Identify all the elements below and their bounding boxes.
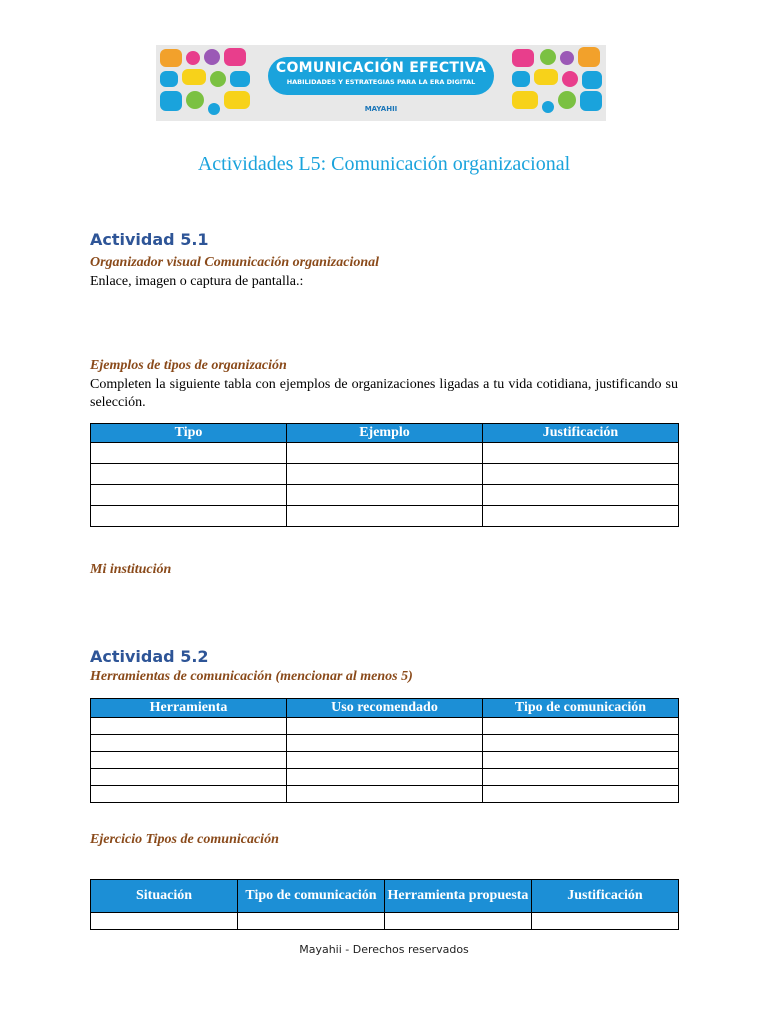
table-cell[interactable] bbox=[532, 913, 679, 930]
table-cell[interactable] bbox=[238, 913, 385, 930]
table-cell[interactable] bbox=[91, 735, 287, 752]
section-subtitle: Organizador visual Comunicación organizacional bbox=[90, 255, 380, 270]
communication-tools-table bbox=[90, 698, 679, 803]
table-cell[interactable] bbox=[91, 485, 287, 506]
chat-bubble-icon bbox=[578, 47, 600, 67]
page-title: Actividades L5: Comunicación organizacional bbox=[197, 153, 571, 175]
section-subtitle: Ejercicio Tipos de comunicación bbox=[90, 832, 279, 847]
chat-bubble-icon bbox=[182, 69, 206, 85]
table-row bbox=[91, 769, 679, 786]
table-header: Uso recomendado bbox=[287, 699, 483, 718]
table-row bbox=[91, 752, 679, 769]
table-cell[interactable] bbox=[287, 769, 483, 786]
instruction-text: Enlace, imagen o captura de pantalla.: bbox=[90, 274, 304, 289]
chat-bubble-icon bbox=[210, 71, 226, 87]
banner-subtitle: HABILIDADES Y ESTRATEGIAS PARA LA ERA DIGITAL bbox=[286, 78, 476, 86]
table-row bbox=[91, 913, 679, 930]
table-row bbox=[91, 443, 679, 464]
chat-bubble-icon bbox=[562, 71, 578, 87]
table-cell[interactable] bbox=[287, 485, 483, 506]
table-cell[interactable] bbox=[483, 735, 679, 752]
instruction-text: Completen la siguiente tabla con ejemplos de organizaciones ligadas a tu vida cotidiana, justificando su selección. bbox=[90, 377, 678, 410]
chat-bubble-icon bbox=[186, 51, 200, 65]
table-cell[interactable] bbox=[483, 464, 679, 485]
banner-title-pill bbox=[268, 57, 494, 95]
table-header: Tipo de comunicación bbox=[483, 699, 679, 718]
table-cell[interactable] bbox=[91, 506, 287, 527]
table-header: Ejemplo bbox=[287, 424, 483, 443]
table-cell[interactable] bbox=[287, 718, 483, 735]
table-row bbox=[91, 735, 679, 752]
table-header: Situación bbox=[91, 880, 238, 913]
table-cell[interactable] bbox=[483, 786, 679, 803]
chat-bubble-icon bbox=[160, 71, 178, 87]
chat-bubble-icon bbox=[230, 71, 250, 87]
table-cell[interactable] bbox=[287, 506, 483, 527]
table-row bbox=[91, 718, 679, 735]
table-cell[interactable] bbox=[385, 913, 532, 930]
table-cell[interactable] bbox=[91, 464, 287, 485]
chat-bubble-icon bbox=[204, 49, 220, 65]
chat-bubble-icon bbox=[540, 49, 556, 65]
communication-exercise-table bbox=[90, 879, 679, 930]
header-banner bbox=[156, 45, 606, 121]
chat-bubble-icon bbox=[160, 49, 182, 67]
table-cell[interactable] bbox=[91, 752, 287, 769]
chat-bubble-icon bbox=[582, 71, 602, 89]
table-cell[interactable] bbox=[287, 786, 483, 803]
table-cell[interactable] bbox=[287, 752, 483, 769]
table-cell[interactable] bbox=[483, 485, 679, 506]
organization-types-table bbox=[90, 423, 679, 527]
table-header: Justificación bbox=[483, 424, 679, 443]
chat-bubble-icon bbox=[224, 48, 246, 66]
section-subtitle: Ejemplos de tipos de organización bbox=[90, 358, 287, 373]
table-cell[interactable] bbox=[91, 769, 287, 786]
banner-brand: MAYAHII bbox=[364, 105, 398, 113]
table-cell[interactable] bbox=[287, 464, 483, 485]
table-header: Tipo de comunicación bbox=[238, 880, 385, 913]
table-row bbox=[91, 506, 679, 527]
table-header: Tipo bbox=[91, 424, 287, 443]
activity-heading: Actividad 5.1 bbox=[90, 230, 209, 249]
chat-bubble-icon bbox=[512, 49, 534, 67]
table-cell[interactable] bbox=[91, 786, 287, 803]
page-footer: Mayahii - Derechos reservados bbox=[299, 943, 469, 956]
table-row bbox=[91, 786, 679, 803]
chat-bubble-icon bbox=[512, 71, 530, 87]
table-header: Herramienta bbox=[91, 699, 287, 718]
banner-title: COMUNICACIÓN EFECTIVA bbox=[275, 60, 487, 76]
table-cell[interactable] bbox=[483, 506, 679, 527]
table-cell[interactable] bbox=[483, 443, 679, 464]
table-cell[interactable] bbox=[483, 718, 679, 735]
chat-bubble-icon bbox=[560, 51, 574, 65]
chat-bubble-icon bbox=[534, 69, 558, 85]
section-subtitle: Herramientas de comunicación (mencionar al menos 5) bbox=[90, 669, 413, 684]
table-cell[interactable] bbox=[91, 718, 287, 735]
table-header: Justificación bbox=[532, 880, 679, 913]
table-row bbox=[91, 464, 679, 485]
table-cell[interactable] bbox=[483, 752, 679, 769]
table-row bbox=[91, 485, 679, 506]
table-cell[interactable] bbox=[91, 913, 238, 930]
activity-heading: Actividad 5.2 bbox=[90, 647, 209, 666]
table-header: Herramienta propuesta bbox=[385, 880, 532, 913]
table-cell[interactable] bbox=[483, 769, 679, 786]
table-cell[interactable] bbox=[287, 443, 483, 464]
table-cell[interactable] bbox=[287, 735, 483, 752]
section-subtitle: Mi institución bbox=[90, 562, 172, 577]
table-cell[interactable] bbox=[91, 443, 287, 464]
